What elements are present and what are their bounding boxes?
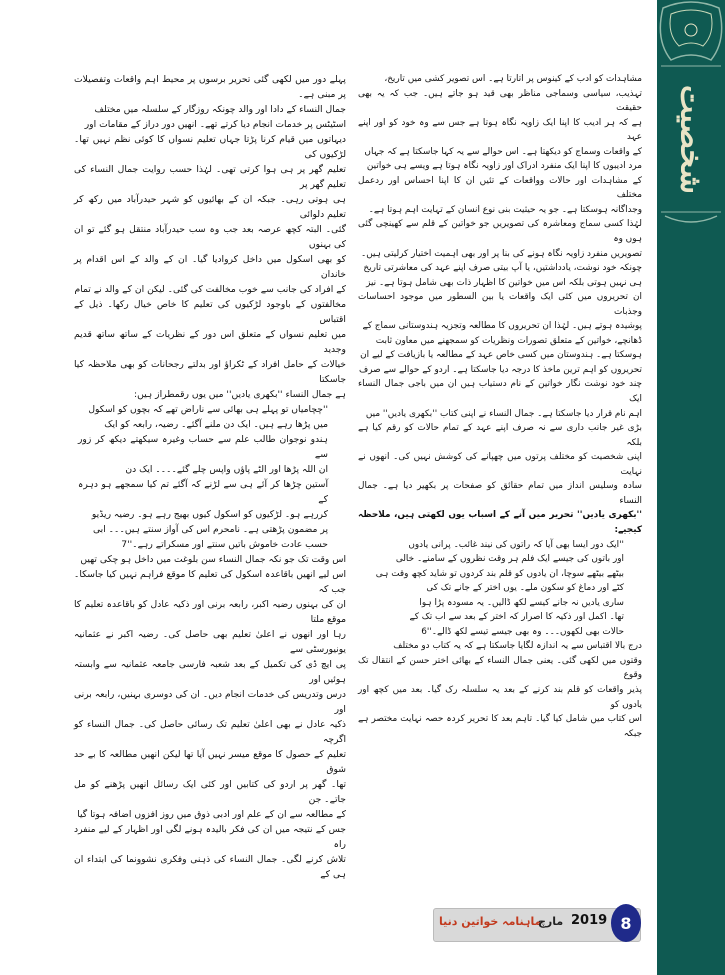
page-number: 8 [611, 904, 641, 942]
text-line: کے واقعات وسماج کو دیکھتا ہے۔ اس حوالے سے یہ کہا جاسکتا ہے کہ جہاں [364, 146, 642, 157]
quote-line: اور باتوں کی جیسے ایک فلم ہر وقت نظروں کے سامنے۔ خالی [395, 554, 624, 565]
text-line: ہی نہیں ہوتی بلکہ اس میں خواتین کا اظہار ذات بھی شامل ہوتا ہے۔ نیز [366, 277, 642, 288]
section-label [657, 70, 725, 210]
text-line: کو بھی اسکول میں داخل کروادیا گیا۔ ان کے والد کے اس اقدام پر خاندان [74, 254, 346, 280]
quote-line: حالات بھی لکھوں۔۔۔ وہ بھی جیسے تیسے لکھ ڈالے۔''6 [421, 626, 624, 637]
text-line: تلاش کرنے لگی۔ جمال النساء کی ذہنی وفکری نشوونما کی ابتداء ان ہی کے [74, 854, 346, 880]
quote-line: کررہے ہو۔ لڑکیوں کو اسکول کیوں بھیج رہے ہو۔ رضیہ ریڈیو [91, 509, 328, 520]
text-line: اپنی شخصیت کو مختلف پرتوں میں چھپانے کی کوشش نہیں کی۔ انھوں نے نہایت [358, 452, 642, 477]
text-line: درس وتدریس کی خدمات انجام دیں۔ ان کی دوسری بہنیں، رابعہ برنی اور [74, 689, 346, 715]
text-line: پذیر واقعات کو قلم بند کرنے کے بعد یہ سلسلہ رک گیا۔ بعد میں کچھ اور یادوں کو [358, 684, 642, 710]
text-line: ان تحریروں میں کئی ایک واقعات یا بین السطور میں موجود احساسات وجذبات [358, 292, 642, 317]
text-line: ہی ہوتی رہی۔ جبکہ ان کے بھائیوں کو شہر حیدرآباد میں رکھ کر تعلیم دلوائی [74, 194, 346, 220]
quote-line: ساری یادیں نہ جانے کیسے لکھ ڈالیں۔ یہ مسودہ پڑا ہوا [419, 597, 624, 608]
text-line: گئی۔ البتہ کچھ عرصہ بعد جب وہ سب حیدرآباد منتقل ہو گئے تو ان کی بہنوں [74, 224, 346, 250]
section-strip [657, 0, 725, 975]
right-paragraph [358, 72, 642, 538]
text-line: پی ایچ ڈی کی تکمیل کے بعد شعبہ فارسی جامعہ عثمانیہ سے وابستہ ہوئیں اور [74, 659, 346, 685]
quote-line: ہندو نوجوان طالب علم سے حساب وغیرہ سیکھتے دیکھ کر زور سے [78, 434, 328, 460]
text-line: مشاہدات کو ادب کے کینوس پر اتارتا ہے۔ اس تصویر کشی میں تاریخ، [384, 74, 642, 84]
text-line: لہٰذا کسی سماج ومعاشرہ کی تصویریں جو خواتین کے قلم سے کھینچی گئی ہوں وہ [358, 219, 642, 245]
quote-line: تھا۔ اکمل اور ذکیہ کا اصرار کہ اختر کے بعد سے اب تک کے [409, 612, 624, 623]
text-line: رہا اور انھوں نے اعلیٰ تعلیم بھی حاصل کی۔ رضیہ اکبر نے عثمانیہ یونیورسٹی سے [74, 629, 346, 655]
right-paragraph [358, 639, 642, 741]
text-line: اہم نام قرار دیا جاسکتا ہے۔ جمال النساء نے اپنی کتاب ''بکھری یادیں'' میں [365, 408, 642, 419]
quote-line: ان اللہ پڑھا اور الٹے پاؤں واپس چلے گئے۔۔۔۔ ایک دن [125, 464, 328, 475]
magazine-title: ماہنامہ خواتین دنیا [439, 915, 542, 928]
right-column [358, 72, 642, 741]
text-line: چند خود نوشت نگار خواتین کے نام دستیاب ہیں ان میں باجی جمال النساء ایک [358, 379, 642, 405]
text-line: درج بالا اقتباس سے یہ اندازہ لگایا جاسکتا ہے کہ یہ کتاب دو مختلف [393, 641, 642, 652]
text-line: کے مشاہدات اور حالات وواقعات کے تئیں ان کا اپنا احساس اور ردعمل مختلف [358, 175, 642, 201]
section-label-text: شخصیت [673, 85, 709, 195]
quote-line: حسب عادت خاموش باتیں سنتے اور مسکراتے رہے۔''7 [121, 539, 328, 550]
text-line: ہے کہ ہر ادیب کا اپنا ایک زاویہ نگاہ ہوتا ہے جس سے وہ خود کو اور اپنے عہد [358, 117, 642, 143]
text-line: تصویریں منفرد زاویہ نگاہ ہونے کی بنا پر اور بھی اہمیت اختیار کرلیتی ہیں۔ [361, 248, 642, 259]
quote-line: بیٹھے بیٹھے سوچا، ان یادوں کو قلم بند کردوں تو شاید کچھ وقت ہی [375, 568, 624, 579]
page-footer [433, 904, 639, 944]
quote-line: آستین چڑھا کر آئے ہی سے لڑنے کہ آگئے تم کیا سمجھے ہو دہرہ کے [78, 479, 328, 505]
issue-year: 2019 [571, 913, 608, 928]
text-line: تھا۔ گھر پر اردو کی کتابیں اور کئی ایک رسائل انھیں پڑھنے کو مل جاتے۔ جن [74, 779, 346, 805]
quote-line: کٹے اور دماغ کو سکون ملے۔ یوں اختر کے جانے تک کی [426, 583, 624, 594]
text-line: اس کتاب میں شامل کیا گیا۔ تاہم بعد کا تحریر کردہ حصہ نہایت مختصر ہے جبکہ [358, 714, 642, 739]
text-line: پہلے دور میں لکھی گئی تحریر برسوں پر محیط اہم واقعات وتفصیلات پر مبنی ہے۔ [74, 74, 346, 100]
quote-line: ''ایک دور ایسا بھی آیا کہ راتوں کی نیند غائب۔ پرانی یادوں [408, 539, 624, 550]
text-line: ان کی بہنوں رضیہ اکبر، رابعہ برنی اور ذکیہ عادل کو باقاعدہ تعلیم کا موقع ملتا [74, 599, 346, 625]
text-line: چونکہ خود نوشت، یادداشتیں، یا آپ بیتی صرف اپنے عہد کی معاشرتی تاریخ [363, 263, 642, 274]
block-quote [78, 402, 328, 552]
text-line: جس کے نتیجہ میں ان کی فکر بالیدہ ہونے لگی اور اظہار کے لیے منفرد راہ [74, 824, 346, 850]
text-line: کے افراد کی جانب سے خوب مخالفت کی گئی۔ لیکن ان کے والد نے تمام [74, 284, 346, 295]
quote-line: ''چچامیاں تو پہلے ہی بھائی سے ناراض تھے کہ بچوں کو اسکول [88, 404, 328, 415]
text-line: کے مطالعہ سے ان کے علم اور ادبی ذوق میں روز افزوں اضافہ ہوتا گیا [77, 809, 346, 820]
text-line: پوشیدہ ہوتے ہیں۔ لہٰذا ان تحریروں کا مطالعہ وتجزیہ ہندوستانی سماج کے [362, 321, 642, 332]
text-line: تعلیم کے حصول کا موقع میسر نہیں آیا تھا لیکن انھیں مطالعہ کا بے حد شوق [74, 749, 346, 775]
text-line: اس لیے انھیں باقاعدہ اسکول کی تعلیم کا موقع فراہم نہیں کیا جاسکا۔ جب کہ [74, 569, 346, 595]
left-paragraph [74, 72, 346, 402]
text-line: ہے جمال النساء ''بکھری یادیں'' میں یوں رقمطراز ہیں: [134, 389, 346, 400]
text-line: بڑی غیر جانب داری سے نہ صرف اپنے عہد کے تمام حالات کو رقم کیا ہے بلکہ [358, 423, 642, 448]
text-line: تعلیم گھر پر ہی ہوا کرتی تھی۔ لہٰذا حسب روایت جمال النساء کی تعلیم گھر پر [74, 164, 346, 190]
text-line: ہوسکتا ہے۔ ہندوستان میں کسی خاص عہد کے مطالعہ یا بازیافت کے لیے ان [360, 350, 642, 361]
text-line: دیہاتوں میں قیام کرنا پڑتا جہاں تعلیم نسواں کا کوئی نظم نہیں تھا۔ لڑکیوں کی [74, 134, 346, 160]
left-paragraph [74, 552, 346, 882]
quote-line: پر مضمون پڑھتی ہے۔ نامحرم اس کی آواز سنتے ہیں۔۔۔ ابی [92, 524, 328, 535]
text-line: ''بکھری یادیں'' تحریر میں آنے کے اسباب یوں لکھتی ہیں، ملاحظہ کیجیے: [358, 510, 642, 535]
text-line: تحریروں کو اہم ترین ماخذ کا درجہ دیا جاسکتا ہے۔ اردو کے حوالے سے صرف [359, 364, 642, 375]
text-line: سادہ وسلیس انداز میں تمام حقائق کو صفحات پر بکھیر دیا ہے۔ جمال النساء [358, 481, 642, 506]
text-line: ڈھانچے، خواتین کے متعلق تصورات ونظریات کو سمجھنے میں معاون ثابت [375, 335, 642, 346]
text-line: مخالفتوں کے باوجود لڑکیوں کی تعلیم کا خاص خیال رکھا۔ ذیل کے اقتباس [74, 299, 346, 325]
text-line: ذکیہ عادل نے بھی اعلیٰ تعلیم تک رسائی حاصل کی۔ جمال النساء کو اگرچہ [74, 719, 346, 745]
left-column [74, 72, 346, 882]
text-line: میں تعلیم نسواں کے متعلق اس دور کے نظریات کے ساتھ ساتھ قدیم وجدید [74, 329, 346, 355]
text-line: وجداگانہ ہوسکتا ہے۔ جو یہ حیثیت بنی نوع انسان کے تہایت اہم ہوتا ہے۔ [368, 204, 642, 215]
text-line: تہذیب، سیاسی وسماجی مناظر بھی قید ہو جاتے ہیں۔ جب کہ یہ بھی حقیقت [358, 88, 642, 114]
text-line: اسٹیٹس پر خدمات انجام دیا کرتے تھے۔ انھیں دور دراز کے مقامات اور [84, 119, 346, 130]
quote-line: میں پڑھا رہے ہیں۔ ایک دن ملنے آگئے۔ رضیہ، رابعہ کو ایک [104, 419, 328, 430]
issue-month: مارچ [538, 915, 564, 928]
text-line: خیالات کے حامل افراد کے ٹکراؤ اور بدلتے رجحانات کو بھی ملاحظہ کیا جاسکتا [74, 359, 346, 385]
text-line: وقتوں میں لکھی گئی۔ یعنی جمال النساء کے بھائی اختر حسن کے انتقال تک وقوع [358, 655, 642, 681]
text-line: جمال النساء کے دادا اور والد چونکہ روزگار کے سلسلہ میں مختلف [94, 104, 346, 115]
block-quote [362, 538, 624, 640]
text-line: مرد ادیبوں کا اپنا ایک منفرد ادراک اور زاویہ نگاہ ہوتا ہے ویسے ہی خواتین [366, 161, 642, 172]
text-line: اس وقت تک جو نکہ جمال النساء سن بلوغت میں داخل ہو چکی تھیں [80, 554, 346, 565]
